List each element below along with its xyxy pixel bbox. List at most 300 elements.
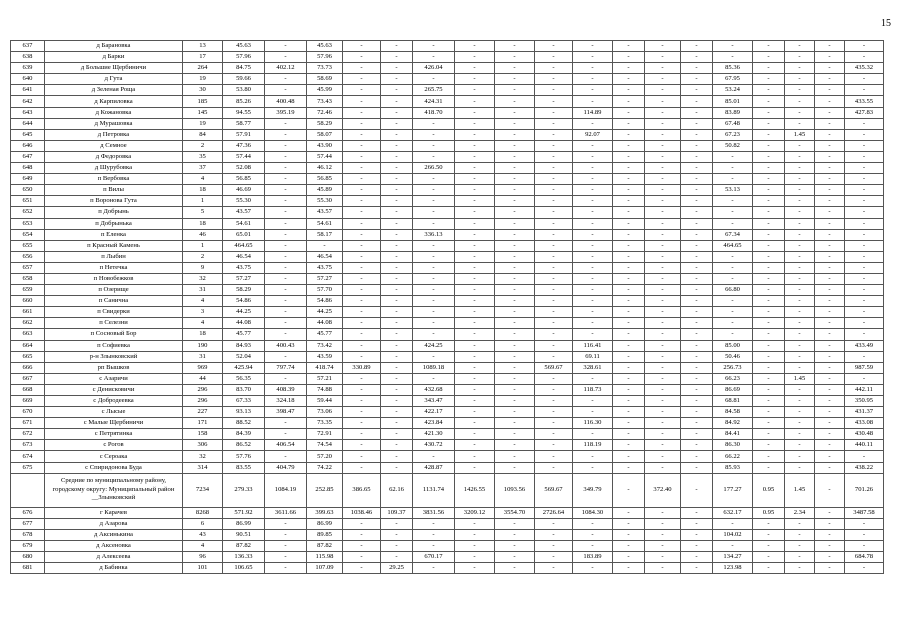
value-cell: - bbox=[785, 285, 815, 296]
value-cell: - bbox=[785, 418, 815, 429]
value-cell: 45.63 bbox=[223, 41, 265, 52]
value-cell: - bbox=[495, 529, 535, 540]
row-number-cell: 662 bbox=[11, 318, 45, 329]
value-cell: 343.47 bbox=[413, 396, 455, 407]
value-cell: - bbox=[613, 107, 645, 118]
row-number-cell: 668 bbox=[11, 384, 45, 395]
value-cell: - bbox=[815, 296, 845, 307]
value-cell: - bbox=[645, 407, 681, 418]
value-cell: - bbox=[381, 74, 413, 85]
value-cell: 85.01 bbox=[713, 96, 753, 107]
value-cell: - bbox=[785, 307, 815, 318]
value-cell: 431.37 bbox=[845, 407, 884, 418]
value-cell: 116.30 bbox=[573, 418, 613, 429]
value-cell: - bbox=[613, 307, 645, 318]
table-row bbox=[11, 373, 884, 384]
value-cell: - bbox=[495, 41, 535, 52]
value-cell: - bbox=[495, 96, 535, 107]
settlement-name-cell: п Добрынь bbox=[45, 207, 183, 218]
value-cell: 43.57 bbox=[307, 207, 343, 218]
row-number-cell: 669 bbox=[11, 396, 45, 407]
value-cell: - bbox=[681, 451, 713, 462]
value-cell: - bbox=[815, 85, 845, 96]
value-cell: 2 bbox=[183, 140, 223, 151]
table-row bbox=[11, 396, 884, 407]
value-cell: - bbox=[753, 318, 785, 329]
value-cell: - bbox=[753, 440, 785, 451]
value-cell: 67.33 bbox=[223, 396, 265, 407]
value-cell: - bbox=[381, 107, 413, 118]
settlement-name-cell: с Спиридонова Буда bbox=[45, 462, 183, 473]
row-number-cell: 675 bbox=[11, 462, 45, 473]
value-cell: - bbox=[815, 362, 845, 373]
value-cell: - bbox=[573, 240, 613, 251]
value-cell: - bbox=[785, 540, 815, 551]
value-cell: 83.70 bbox=[223, 384, 265, 395]
value-cell: - bbox=[535, 140, 573, 151]
value-cell: - bbox=[815, 74, 845, 85]
value-cell: 404.79 bbox=[265, 462, 307, 473]
value-cell: - bbox=[495, 362, 535, 373]
value-cell: - bbox=[455, 118, 495, 129]
value-cell: - bbox=[535, 196, 573, 207]
value-cell: 424.31 bbox=[413, 96, 455, 107]
value-cell: 84.92 bbox=[713, 418, 753, 429]
value-cell: - bbox=[573, 318, 613, 329]
value-cell: 45.77 bbox=[223, 329, 265, 340]
table-row bbox=[11, 518, 884, 529]
value-cell: - bbox=[495, 329, 535, 340]
value-cell: - bbox=[343, 151, 381, 162]
table-row bbox=[11, 151, 884, 162]
value-cell: - bbox=[753, 518, 785, 529]
row-number-cell: 670 bbox=[11, 407, 45, 418]
row-number-cell: 678 bbox=[11, 529, 45, 540]
value-cell: 73.06 bbox=[307, 407, 343, 418]
value-cell: 43 bbox=[183, 529, 223, 540]
value-cell: 432.68 bbox=[413, 384, 455, 395]
value-cell: - bbox=[413, 373, 455, 384]
value-cell: 185 bbox=[183, 96, 223, 107]
value-cell: - bbox=[681, 140, 713, 151]
value-cell: - bbox=[573, 118, 613, 129]
value-cell: - bbox=[381, 96, 413, 107]
value-cell: - bbox=[535, 41, 573, 52]
value-cell: 3831.56 bbox=[413, 507, 455, 518]
value-cell: 30 bbox=[183, 85, 223, 96]
value-cell: - bbox=[815, 540, 845, 551]
value-cell: 86.52 bbox=[223, 440, 265, 451]
value-cell: 45.89 bbox=[307, 185, 343, 196]
value-cell: - bbox=[845, 185, 884, 196]
value-cell: 406.54 bbox=[265, 440, 307, 451]
value-cell: 442.11 bbox=[845, 384, 884, 395]
value-cell: - bbox=[495, 129, 535, 140]
value-cell: - bbox=[613, 396, 645, 407]
value-cell: 114.89 bbox=[573, 107, 613, 118]
row-number-cell: 641 bbox=[11, 85, 45, 96]
value-cell: 430.48 bbox=[845, 429, 884, 440]
value-cell: 2726.64 bbox=[535, 507, 573, 518]
value-cell: 158 bbox=[183, 429, 223, 440]
value-cell: - bbox=[265, 52, 307, 63]
value-cell: - bbox=[753, 207, 785, 218]
value-cell: - bbox=[613, 518, 645, 529]
settlement-name-cell: д Зеленая Роща bbox=[45, 85, 183, 96]
value-cell: - bbox=[645, 129, 681, 140]
value-cell: - bbox=[613, 407, 645, 418]
value-cell: 32 bbox=[183, 273, 223, 284]
value-cell: - bbox=[343, 196, 381, 207]
value-cell: 2.34 bbox=[785, 507, 815, 518]
row-number-cell: 663 bbox=[11, 329, 45, 340]
settlement-name-cell: д Большие Щербиничи bbox=[45, 63, 183, 74]
value-cell: - bbox=[535, 552, 573, 563]
value-cell: 57.70 bbox=[307, 285, 343, 296]
value-cell: - bbox=[613, 63, 645, 74]
value-cell: 54.86 bbox=[307, 296, 343, 307]
value-cell: - bbox=[785, 251, 815, 262]
value-cell: - bbox=[713, 218, 753, 229]
value-cell: 67.23 bbox=[713, 129, 753, 140]
value-cell: - bbox=[573, 207, 613, 218]
value-cell: - bbox=[613, 151, 645, 162]
value-cell: - bbox=[455, 285, 495, 296]
value-cell: - bbox=[413, 118, 455, 129]
value-cell: - bbox=[343, 563, 381, 574]
settlement-name-cell: п Свидерки bbox=[45, 307, 183, 318]
table-row bbox=[11, 563, 884, 574]
value-cell: 433.55 bbox=[845, 96, 884, 107]
value-cell: - bbox=[343, 185, 381, 196]
value-cell: - bbox=[455, 174, 495, 185]
value-cell: - bbox=[455, 318, 495, 329]
settlement-name-cell: д Алексеева bbox=[45, 552, 183, 563]
value-cell: - bbox=[645, 118, 681, 129]
value-cell: - bbox=[413, 273, 455, 284]
value-cell: - bbox=[381, 384, 413, 395]
value-cell: - bbox=[535, 52, 573, 63]
value-cell: 4 bbox=[183, 540, 223, 551]
value-cell: - bbox=[753, 529, 785, 540]
value-cell: - bbox=[343, 340, 381, 351]
value-cell: 62.16 bbox=[381, 473, 413, 507]
value-cell: 425.94 bbox=[223, 362, 265, 373]
value-cell: 328.61 bbox=[573, 362, 613, 373]
value-cell: - bbox=[613, 329, 645, 340]
value-cell: - bbox=[645, 384, 681, 395]
value-cell: 18 bbox=[183, 218, 223, 229]
value-cell: - bbox=[573, 196, 613, 207]
value-cell: - bbox=[381, 518, 413, 529]
value-cell: 3554.70 bbox=[495, 507, 535, 518]
value-cell: 85.00 bbox=[713, 340, 753, 351]
value-cell: - bbox=[815, 351, 845, 362]
value-cell: - bbox=[815, 196, 845, 207]
value-cell: 67.34 bbox=[713, 229, 753, 240]
value-cell: - bbox=[753, 74, 785, 85]
value-cell: - bbox=[613, 229, 645, 240]
table-row bbox=[11, 440, 884, 451]
value-cell: 86.99 bbox=[307, 518, 343, 529]
value-cell: - bbox=[815, 174, 845, 185]
value-cell: 18 bbox=[183, 185, 223, 196]
table-row bbox=[11, 552, 884, 563]
value-cell: - bbox=[495, 107, 535, 118]
data-table bbox=[10, 40, 884, 574]
value-cell: - bbox=[413, 451, 455, 462]
value-cell: - bbox=[343, 262, 381, 273]
value-cell: - bbox=[645, 41, 681, 52]
value-cell: - bbox=[265, 563, 307, 574]
value-cell: - bbox=[815, 552, 845, 563]
value-cell: - bbox=[495, 218, 535, 229]
value-cell: - bbox=[645, 251, 681, 262]
value-cell: - bbox=[713, 41, 753, 52]
value-cell: 45.77 bbox=[307, 329, 343, 340]
value-cell: - bbox=[845, 529, 884, 540]
value-cell: - bbox=[381, 362, 413, 373]
value-cell: - bbox=[495, 185, 535, 196]
value-cell: 57.44 bbox=[223, 151, 265, 162]
value-cell: - bbox=[265, 273, 307, 284]
value-cell: - bbox=[413, 218, 455, 229]
value-cell: - bbox=[785, 440, 815, 451]
value-cell: - bbox=[753, 118, 785, 129]
value-cell: 4 bbox=[183, 318, 223, 329]
value-cell: - bbox=[455, 185, 495, 196]
value-cell: - bbox=[455, 307, 495, 318]
value-cell: - bbox=[815, 507, 845, 518]
value-cell: - bbox=[573, 540, 613, 551]
settlement-name-cell: р-н Злынковский bbox=[45, 351, 183, 362]
value-cell: - bbox=[343, 207, 381, 218]
value-cell: - bbox=[495, 351, 535, 362]
value-cell: - bbox=[815, 273, 845, 284]
value-cell: - bbox=[573, 285, 613, 296]
row-number-cell: 637 bbox=[11, 41, 45, 52]
value-cell: - bbox=[713, 196, 753, 207]
value-cell: - bbox=[343, 451, 381, 462]
value-cell: 435.32 bbox=[845, 63, 884, 74]
value-cell: - bbox=[343, 384, 381, 395]
value-cell: 35 bbox=[183, 151, 223, 162]
value-cell: - bbox=[573, 407, 613, 418]
value-cell: - bbox=[343, 174, 381, 185]
value-cell: - bbox=[613, 74, 645, 85]
value-cell: - bbox=[645, 362, 681, 373]
table-row bbox=[11, 118, 884, 129]
value-cell: - bbox=[753, 418, 785, 429]
settlement-name-cell: с Сероака bbox=[45, 451, 183, 462]
settlement-name-cell: д Азарова bbox=[45, 518, 183, 529]
table-row bbox=[11, 85, 884, 96]
row-number-cell: 645 bbox=[11, 129, 45, 140]
value-cell: 87.82 bbox=[307, 540, 343, 551]
value-cell: 73.43 bbox=[307, 96, 343, 107]
value-cell: - bbox=[495, 384, 535, 395]
value-cell: - bbox=[535, 307, 573, 318]
value-cell: - bbox=[681, 396, 713, 407]
value-cell: - bbox=[573, 373, 613, 384]
value-cell: - bbox=[845, 540, 884, 551]
table-row bbox=[11, 285, 884, 296]
table-row bbox=[11, 96, 884, 107]
value-cell: - bbox=[265, 552, 307, 563]
value-cell: - bbox=[495, 229, 535, 240]
value-cell: 118.19 bbox=[573, 440, 613, 451]
value-cell: - bbox=[265, 318, 307, 329]
value-cell: 1038.46 bbox=[343, 507, 381, 518]
value-cell: - bbox=[645, 273, 681, 284]
value-cell: - bbox=[681, 329, 713, 340]
value-cell: 418.70 bbox=[413, 107, 455, 118]
value-cell: - bbox=[343, 407, 381, 418]
value-cell: - bbox=[681, 429, 713, 440]
value-cell: - bbox=[785, 329, 815, 340]
value-cell: 440.11 bbox=[845, 440, 884, 451]
value-cell: - bbox=[681, 96, 713, 107]
value-cell: - bbox=[535, 185, 573, 196]
value-cell: 50.46 bbox=[713, 351, 753, 362]
value-cell: - bbox=[681, 273, 713, 284]
table-row bbox=[11, 429, 884, 440]
value-cell: - bbox=[413, 207, 455, 218]
value-cell: - bbox=[495, 151, 535, 162]
value-cell: - bbox=[753, 540, 785, 551]
value-cell: 4 bbox=[183, 296, 223, 307]
value-cell: 398.47 bbox=[265, 407, 307, 418]
value-cell: - bbox=[681, 118, 713, 129]
value-cell: - bbox=[613, 462, 645, 473]
value-cell: - bbox=[343, 318, 381, 329]
row-number-cell: 664 bbox=[11, 340, 45, 351]
value-cell: - bbox=[495, 451, 535, 462]
value-cell: - bbox=[845, 163, 884, 174]
value-cell: 19 bbox=[183, 74, 223, 85]
value-cell: - bbox=[343, 440, 381, 451]
value-cell: - bbox=[785, 96, 815, 107]
value-cell: - bbox=[413, 518, 455, 529]
row-number-cell: 656 bbox=[11, 251, 45, 262]
value-cell: - bbox=[265, 218, 307, 229]
value-cell: - bbox=[265, 518, 307, 529]
value-cell: 421.30 bbox=[413, 429, 455, 440]
value-cell: - bbox=[845, 74, 884, 85]
page-number: 15 bbox=[881, 18, 891, 29]
value-cell: 44.25 bbox=[223, 307, 265, 318]
value-cell: 32 bbox=[183, 451, 223, 462]
value-cell: - bbox=[753, 85, 785, 96]
value-cell: - bbox=[381, 429, 413, 440]
value-cell: - bbox=[265, 85, 307, 96]
value-cell: - bbox=[681, 440, 713, 451]
value-cell: 53.80 bbox=[223, 85, 265, 96]
value-cell: 69.11 bbox=[573, 351, 613, 362]
value-cell: 50.82 bbox=[713, 140, 753, 151]
value-cell: - bbox=[535, 251, 573, 262]
row-number-cell: 652 bbox=[11, 207, 45, 218]
value-cell: - bbox=[495, 163, 535, 174]
value-cell: 84.93 bbox=[223, 340, 265, 351]
value-cell: 115.98 bbox=[307, 552, 343, 563]
settlement-name-cell: п Еленка bbox=[45, 229, 183, 240]
value-cell: 418.74 bbox=[307, 362, 343, 373]
value-cell: - bbox=[785, 340, 815, 351]
settlement-name-cell: д Федоровка bbox=[45, 151, 183, 162]
row-number-cell: 672 bbox=[11, 429, 45, 440]
value-cell: 85.26 bbox=[223, 96, 265, 107]
table-row bbox=[11, 52, 884, 63]
value-cell: - bbox=[535, 63, 573, 74]
value-cell: - bbox=[495, 140, 535, 151]
row-number-cell: 661 bbox=[11, 307, 45, 318]
data-table-container bbox=[10, 40, 883, 574]
value-cell: - bbox=[573, 529, 613, 540]
row-number-cell: 681 bbox=[11, 563, 45, 574]
value-cell: - bbox=[613, 174, 645, 185]
value-cell: - bbox=[713, 262, 753, 273]
value-cell: - bbox=[845, 273, 884, 284]
value-cell: - bbox=[753, 563, 785, 574]
value-cell: - bbox=[613, 207, 645, 218]
table-row bbox=[11, 329, 884, 340]
value-cell: - bbox=[455, 41, 495, 52]
table-row bbox=[11, 384, 884, 395]
value-cell: 84.39 bbox=[223, 429, 265, 440]
value-cell: - bbox=[645, 540, 681, 551]
value-cell: - bbox=[785, 518, 815, 529]
value-cell: - bbox=[343, 462, 381, 473]
value-cell: - bbox=[753, 329, 785, 340]
row-number-cell: 657 bbox=[11, 262, 45, 273]
table-row bbox=[11, 74, 884, 85]
value-cell: - bbox=[381, 373, 413, 384]
value-cell: 632.17 bbox=[713, 507, 753, 518]
value-cell: - bbox=[815, 418, 845, 429]
value-cell: - bbox=[535, 418, 573, 429]
value-cell: - bbox=[845, 329, 884, 340]
value-cell: - bbox=[681, 307, 713, 318]
value-cell: - bbox=[343, 41, 381, 52]
value-cell: - bbox=[681, 296, 713, 307]
value-cell: - bbox=[455, 540, 495, 551]
value-cell: - bbox=[413, 240, 455, 251]
value-cell: - bbox=[645, 240, 681, 251]
value-cell: - bbox=[815, 52, 845, 63]
value-cell: - bbox=[613, 429, 645, 440]
value-cell: - bbox=[455, 529, 495, 540]
table-row bbox=[11, 307, 884, 318]
value-cell: 134.27 bbox=[713, 552, 753, 563]
row-number-cell: 654 bbox=[11, 229, 45, 240]
value-cell: - bbox=[815, 473, 845, 507]
value-cell: 46.54 bbox=[307, 251, 343, 262]
row-number-cell: 640 bbox=[11, 74, 45, 85]
value-cell: - bbox=[645, 563, 681, 574]
value-cell: - bbox=[845, 240, 884, 251]
value-cell: - bbox=[535, 163, 573, 174]
value-cell: - bbox=[381, 351, 413, 362]
settlement-name-cell: д Аксинькина bbox=[45, 529, 183, 540]
value-cell: 422.17 bbox=[413, 407, 455, 418]
value-cell: 438.22 bbox=[845, 462, 884, 473]
value-cell: - bbox=[381, 285, 413, 296]
value-cell: 427.83 bbox=[845, 107, 884, 118]
value-cell: - bbox=[613, 118, 645, 129]
value-cell: - bbox=[343, 418, 381, 429]
value-cell: - bbox=[645, 429, 681, 440]
